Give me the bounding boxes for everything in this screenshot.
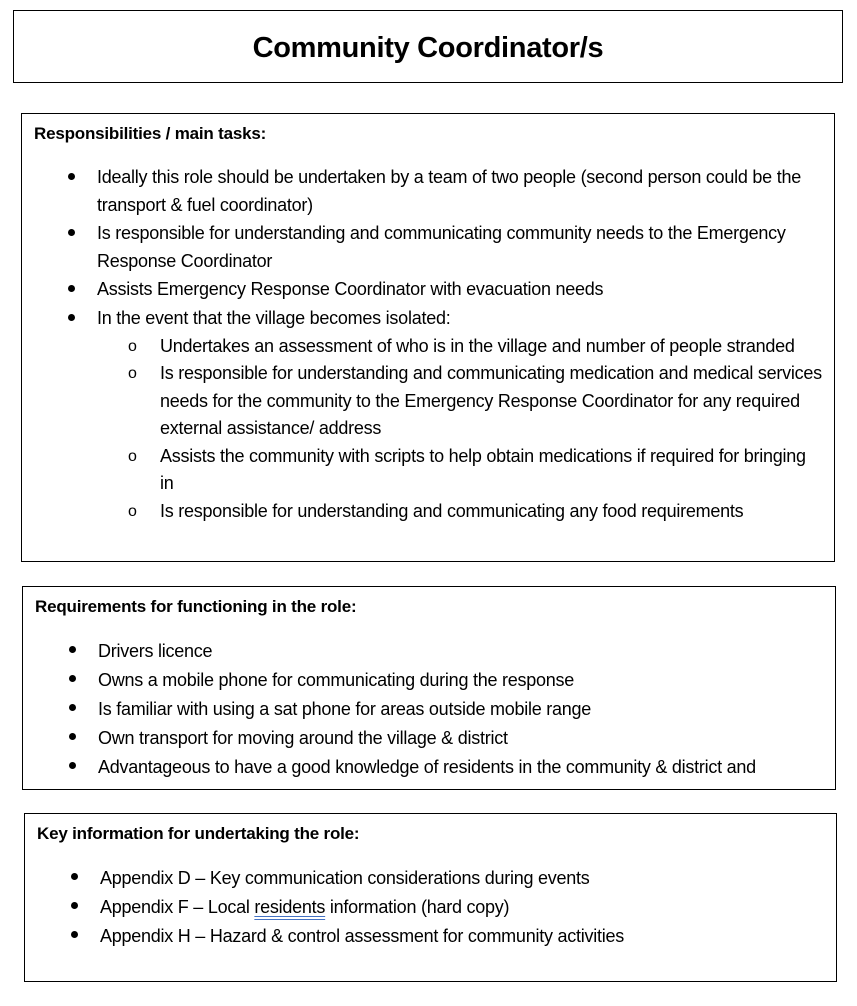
sublist-item-text: Assists the community with scripts to help obtain medications if required for bringing in — [160, 445, 806, 494]
list-item-text: Is familiar with using a sat phone for areas outside mobile range — [98, 699, 592, 719]
bullet-icon — [66, 276, 76, 304]
list-item — [22, 276, 822, 304]
list-item — [23, 695, 835, 723]
list-item — [22, 164, 822, 219]
list-item-text: Assists Emergency Response Coordinator with evacuation needs — [97, 279, 604, 300]
bullet-icon — [66, 305, 76, 333]
bullet-icon — [66, 164, 76, 192]
sublist-item-text: Undertakes an assessment of who is in the village and number of people stranded — [160, 335, 795, 356]
responsibilities-list — [22, 164, 822, 526]
list-item-text: Is responsible for understanding and communicating community needs to the Emergency Response Coordinator — [97, 223, 786, 271]
page-title: Community Coordinator/s — [252, 32, 604, 64]
list-item-text: Appendix H – Hazard & control assessment for community activities — [100, 926, 624, 946]
section-heading: Requirements for functioning in the role: — [35, 597, 357, 616]
list-item — [25, 893, 825, 921]
list-item — [23, 753, 835, 781]
list-item-text: Drivers licence — [98, 641, 213, 661]
list-item — [23, 666, 835, 694]
sublist-item — [22, 443, 822, 498]
circle-bullet-icon: o — [128, 502, 137, 520]
list-item — [23, 637, 835, 665]
section-heading: Responsibilities / main tasks: — [34, 124, 267, 143]
requirements-section — [22, 586, 836, 790]
responsibilities-section — [21, 113, 835, 562]
list-item-text: Owns a mobile phone for communicating during the response — [98, 670, 575, 690]
sublist-item — [22, 360, 822, 443]
key-information-section — [24, 813, 837, 982]
bullet-icon — [69, 864, 79, 892]
title-box — [13, 10, 843, 83]
sublist-item-text: Is responsible for understanding and communicating medication and medical services needs for the community to the Emergency Response Coordinator for any required external assistance/ address — [160, 363, 822, 439]
list-item-text: Own transport for moving around the village & district — [98, 728, 508, 748]
list-item-text-prefix: Appendix F – Local — [100, 897, 255, 917]
list-item-text: Ideally this role should be undertaken by a team of two people (second person could be the transport & fuel coordinator) — [97, 167, 801, 215]
bullet-icon — [67, 753, 77, 781]
sublist-item-text: Is responsible for understanding and communicating any food requirements — [160, 500, 744, 521]
bullet-icon — [67, 695, 77, 723]
sublist-item — [22, 333, 822, 361]
list-item — [23, 724, 835, 752]
bullet-icon — [67, 724, 77, 752]
circle-bullet-icon: o — [128, 365, 137, 383]
list-item-text-suffix: information (hard copy) — [325, 897, 510, 917]
circle-bullet-icon: o — [128, 447, 137, 465]
key-information-list — [25, 864, 825, 951]
circle-bullet-icon: o — [128, 337, 137, 355]
spellcheck-flagged-word[interactable]: residents — [254, 897, 326, 917]
list-item — [22, 220, 822, 275]
bullet-icon — [69, 893, 79, 921]
isolation-sublist — [97, 333, 822, 526]
list-item-text: In the event that the village becomes isolated: — [97, 308, 451, 329]
list-item — [25, 922, 825, 950]
bullet-icon — [67, 637, 77, 665]
section-heading: Key information for undertaking the role: — [37, 824, 360, 843]
list-item — [25, 864, 825, 892]
list-item-text: Appendix D – Key communication considerations during events — [100, 868, 590, 888]
sublist-item — [22, 498, 822, 526]
bullet-icon — [66, 220, 76, 248]
bullet-icon — [69, 922, 79, 950]
list-item — [22, 305, 822, 525]
list-item-text: Advantageous to have a good knowledge of residents in the community & district and — [98, 757, 756, 777]
requirements-list — [23, 637, 835, 782]
bullet-icon — [67, 666, 77, 694]
